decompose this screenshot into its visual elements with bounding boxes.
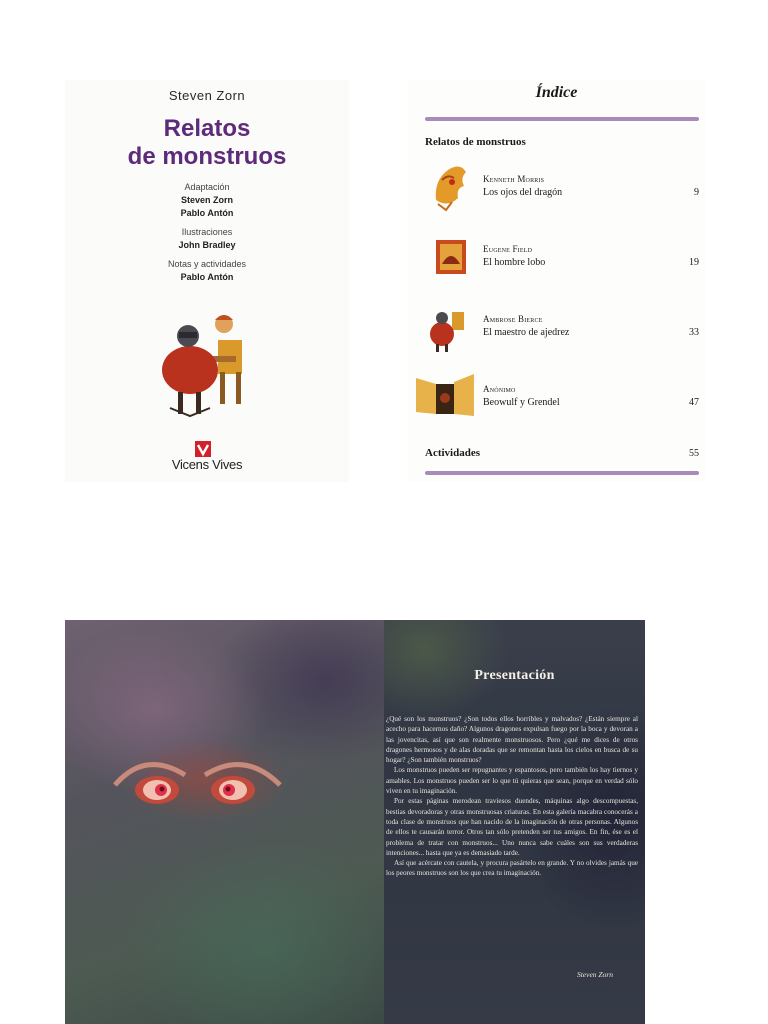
entry-title: El hombre lobo <box>483 257 546 268</box>
credit-illustrations <box>65 226 349 252</box>
chess-master-illustration <box>428 302 468 354</box>
book-author: Steven Zorn <box>168 88 246 103</box>
entry-author: Anónimo <box>483 384 516 394</box>
presentation-paragraph: Los monstruos pueden ser repugnantes y espantosos, pero también los hay tiernos y amables. Los monstruos pueden ser lo que tú quieras que sean, porque en verdad sólo viven en tu imaginación. <box>386 766 638 796</box>
beowulf-door-illustration <box>414 368 476 420</box>
entry-title: El maestro de ajedrez <box>483 327 570 338</box>
presentation-paragraph: Así que acércate con cautela, y procura pasártelo en grande. Y no olvides jamás que los peores monstruos son los que crea tu imaginación. <box>386 859 638 878</box>
monster-eyes-painting <box>65 620 384 1024</box>
entry-page-number: 47 <box>689 397 699 408</box>
index-entry <box>408 244 705 304</box>
credit-role: Ilustraciones <box>181 227 233 237</box>
entry-author: Kenneth Morris <box>483 174 545 184</box>
entry-author: Eugene Field <box>483 244 533 254</box>
book-title-line1: Relatos <box>163 115 251 142</box>
index-heading: Índice <box>535 84 578 101</box>
dragon-head-illustration <box>430 160 470 212</box>
index-section-title: Relatos de monstruos <box>425 136 526 148</box>
presentation-title: Presentación <box>474 668 555 683</box>
presentation-paragraph: ¿Qué son los monstruos? ¿Son todos ellos horribles y malvados? ¿Están siempre al acecho para hacernos daño? Algunos dragones expulsan fuego por la boca y devoran a las jovencitas, así que son realmente monstruosos. Pero ¿qué me dices de otros dragones hermosos y de alas doradas que se remontan hasta los cielos en busca de su hogar? ¿Son también monstruos? <box>386 715 638 765</box>
book-title <box>65 115 349 171</box>
index-bottom-rule <box>425 471 699 475</box>
title-page <box>65 80 349 482</box>
credits <box>65 181 349 290</box>
bottom-spread <box>65 620 645 1024</box>
entry-title: Los ojos del dragón <box>483 187 563 198</box>
credit-name: Pablo Antón <box>180 272 234 282</box>
presentation-body <box>386 714 638 879</box>
monster-eyes-illustration <box>105 745 285 815</box>
entry-author: Ambrose Bierce <box>483 314 543 324</box>
entry-page-number: 33 <box>689 327 699 338</box>
credit-name: Steven Zorn <box>180 195 233 205</box>
werewolf-frame-illustration <box>432 236 472 288</box>
presentation-page <box>384 620 645 1024</box>
index-page <box>408 80 705 482</box>
index-entry <box>408 174 705 234</box>
presentation-signature: Steven Zorn <box>576 970 613 979</box>
book-title-line2: de monstruos <box>127 143 287 170</box>
activities-label: Actividades <box>425 447 480 459</box>
publisher-name: Vicens Vives <box>171 457 243 472</box>
credit-name: John Bradley <box>178 240 236 250</box>
entry-title: Beowulf y Grendel <box>483 397 560 408</box>
index-entry <box>408 314 705 374</box>
activities-page-number: 55 <box>689 448 699 459</box>
credit-role: Adaptación <box>184 182 230 192</box>
chess-monster-illustration <box>160 308 255 418</box>
vicens-vives-logo-icon <box>195 441 211 457</box>
entry-page-number: 19 <box>689 257 699 268</box>
credit-adaptation <box>65 181 349 220</box>
presentation-paragraph: Por estas páginas merodean traviesos duendes, máquinas algo descompuestas, bestias devoradoras y otras monstruosas criaturas. En esta galería macabra conocerás a toda clase de monstruos que han nacido de la imaginación de otras personas. Algunos de ellos te causarán terror. Otros tan sólo pretenden ser tus amigos. En fin, ése es el problema de tratar con monstruos... Uno nunca sabe cuáles son sus verdaderas intenciones... hasta que ya es demasiado tarde. <box>386 797 638 857</box>
entry-page-number: 9 <box>694 187 699 198</box>
index-entry <box>408 384 705 444</box>
index-top-rule <box>425 117 699 121</box>
credit-notes <box>65 258 349 284</box>
credit-name: Pablo Antón <box>180 208 234 218</box>
credit-role: Notas y actividades <box>167 259 247 269</box>
top-spread <box>65 80 705 482</box>
